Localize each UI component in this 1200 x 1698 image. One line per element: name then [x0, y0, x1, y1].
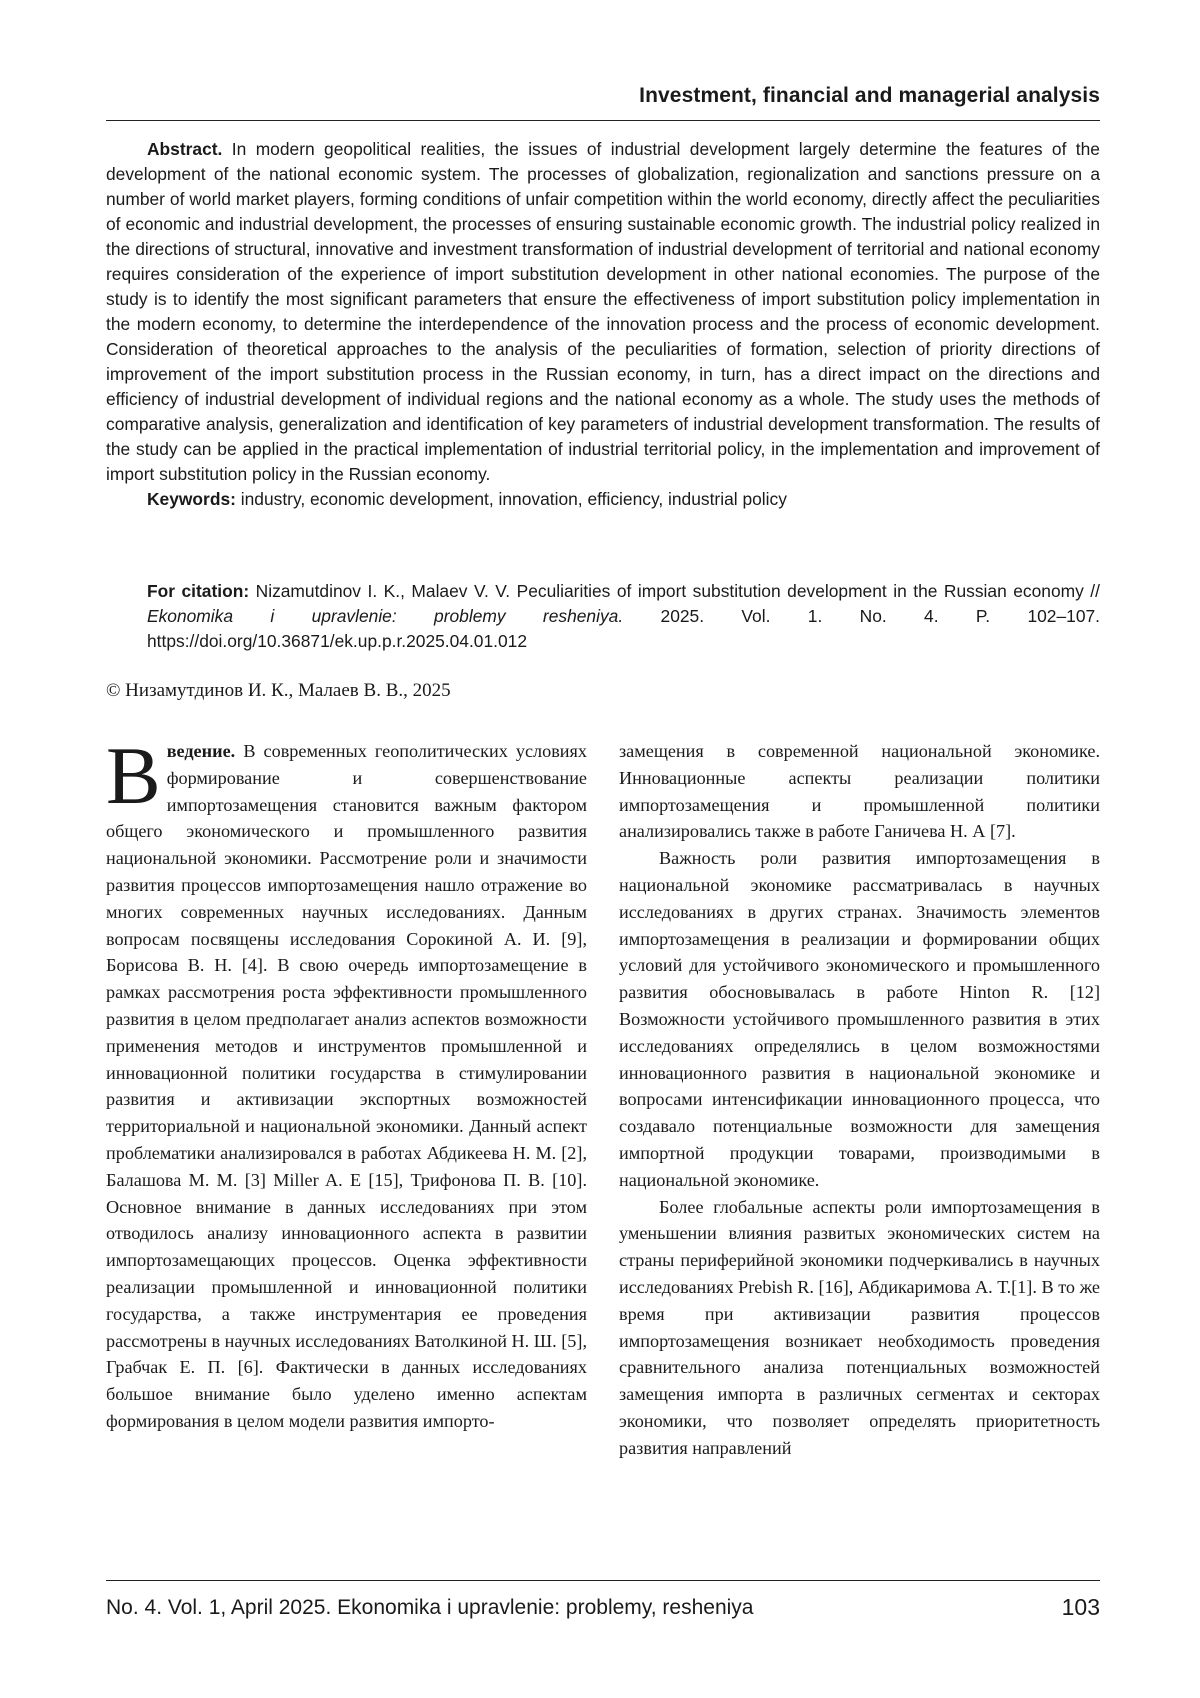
intro-heading: ведение. — [166, 741, 236, 761]
citation-block — [147, 579, 1100, 654]
citation-authors-title: Nizamutdinov I. K., Malaev V. V. Peculiarities of import substitution development in the Russian economy // — [255, 581, 1100, 601]
copyright-line: © Низамутдинов И. К., Малаев В. В., 2025 — [106, 680, 451, 701]
keywords-label: Keywords: — [147, 489, 236, 509]
header-divider — [106, 120, 1100, 121]
abstract-block — [106, 137, 1100, 512]
citation-details: 2025. Vol. 1. No. 4. P. 102–107. https://doi.org/10.36871/ek.up.p.r.2025.04.01.012 — [147, 606, 1101, 651]
abstract-label: Abstract. — [147, 139, 223, 159]
citation-label: For citation: — [147, 581, 250, 601]
footer-divider — [106, 1580, 1100, 1581]
keywords-paragraph — [106, 487, 1100, 512]
abstract-paragraph — [106, 137, 1100, 487]
footer-journal-issue: No. 4. Vol. 1, April 2025. Ekonomika i upravlenie: problemy, resheniya — [106, 1596, 754, 1619]
abstract-text: In modern geopolitical realities, the issues of industrial development largely determine the features of the development of the national economic system. The processes of globalization, regionalization and sanctions pressure on a number of world market players, forming conditions of unfair competition within the world economy, directly affect the peculiarities of economic and industrial development, the processes of ensuring sustainable economic growth. The industrial policy realized in the directions of structural, innovative and investment transformation of industrial development of territorial and national economy requires consideration of the experience of import substitution development in other national economies. The purpose of the study is to identify the most significant parameters that ensure the effectiveness of import substitution policy implementation in the modern economy, to determine the interdependence of the innovation process and the process of economic development. Consideration of theoretical approaches to the analysis of the peculiarities of formation, selection of priority directions of improvement of the import substitution process in the Russian economy, in turn, has a direct impact on the directions and efficiency of industrial development of individual regions and the national economy as a whole. The study uses the methods of comparative analysis, generalization and identification of key parameters of industrial development transformation. The results of the study can be applied in the practical implementation of industrial territorial policy, in the implementation and improvement of import substitution policy in the Russian economy. — [106, 139, 1100, 484]
body-paragraph: замещения в современной национальной экономике. Инновационные аспекты реализации политики импортозамещения и промышленной политики анализировались также в работе Ганичева Н. А [7]. — [619, 741, 1100, 842]
body-column-left — [106, 730, 587, 1435]
section-title: Investment, financial and managerial analysis — [639, 84, 1100, 107]
drop-cap: В — [106, 730, 161, 821]
intro-paragraph — [106, 730, 587, 1435]
keywords-text: industry, economic development, innovation, efficiency, industrial policy — [240, 489, 787, 509]
body-paragraph: Более глобальные аспекты роли импортозамещения в уменьшении влияния развитых экономических систем на страны периферийной экономики подчеркивались в научных исследованиях Prebish R. [16], Абдикаримова А. Т.[1]. В то же время при активизации развития процессов импортозамещения возникает необходимость проведения сравнительного анализа потенциальных возможностей замещения импорта в различных сегментах и секторах экономики, что позволяет определять приоритетность развития направлений — [619, 1196, 1100, 1458]
citation-journal: Ekonomika i upravlenie: problemy resheniya. — [147, 606, 624, 626]
page-number: 103 — [1061, 1594, 1100, 1620]
body-column-right — [619, 738, 1100, 1462]
body-paragraph: Важность роли развития импортозамещения в национальной экономике рассматривалась в научных исследованиях в других странах. Значимость элементов импортозамещения в реализации и формировании общих условий для устойчивого экономического и промышленного развития обосновывалась в работе Hinton R. [12] Возможности устойчивого промышленного развития в этих исследованиях определялись в целом возможностями инновационного развития в национальной экономике и вопросами интенсификации инновационного процесса, что создавало потенциальные возможности для замещения импортной продукции товарами, производимыми в национальной экономике. — [619, 848, 1100, 1190]
intro-text: В современных геополитических условиях формирование и совершенствование импортозамещения становится важным фактором общего экономического и промышленного развития национальной экономики. Рассмотрение роли и значимости развития процессов импортозамещения нашло отражение во многих современных научных исследованиях. Данным вопросам посвящены исследования Сорокиной А. И. [9], Борисова В. Н. [4]. В свою очередь импортозамещение в рамках рассмотрения роста эффективности промышленного развития в целом предполагает анализ аспектов возможности применения методов и инструментов промышленной и инновационной политики государства в стимулировании развития и активизации экспортных возможностей территориальной и национальной экономики. Данный аспект проблематики анализировался в работах Абдикеева Н. М. [2], Балашова М. М. [3] Miller A. E [15], Трифонова П. В. [10]. Основное внимание в данных исследованиях при этом отводилось анализу инновационного аспекта в развитии импортозамещающих процессов. Оценка эффективности реализации промышленной и инновационной политики государства, а также инструментария ее проведения рассмотрены в научных исследованиях Ватолкиной Н. Ш. [5], Грабчак Е. П. [6]. Фактически в данных исследованиях большое внимание было уделено именно аспектам формирования в целом модели развития импорто- — [106, 741, 587, 1431]
